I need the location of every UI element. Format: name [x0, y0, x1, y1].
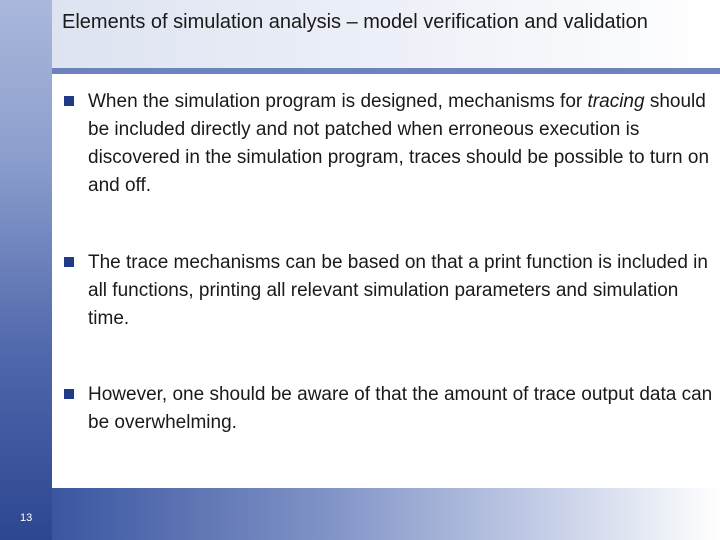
bullet-item-1 — [64, 88, 714, 200]
bullet-text-2: The trace mechanisms can be based on that a print function is included in all functions, printing all relevant simulation parameters and simulation time. — [88, 252, 708, 329]
square-bullet-icon — [64, 96, 74, 106]
slide-title: Elements of simulation analysis – model verification and validation — [62, 11, 648, 33]
bullet-item-3 — [64, 381, 714, 437]
bullet-text-1-part-a: When the simulation program is designed, mechanisms for — [88, 91, 588, 112]
title-divider — [52, 68, 720, 74]
bottom-gradient-band — [52, 488, 720, 540]
bullet-item-2 — [64, 249, 714, 333]
bullet-text-1 — [88, 88, 714, 200]
square-bullet-icon — [64, 389, 74, 399]
square-bullet-icon — [64, 257, 74, 267]
bullet-text-1-part-b: should be included directly and not patched when erroneous execution is discovered in the simulation program, traces should be possible to turn on and off. — [88, 91, 710, 196]
bullet-text-3: However, one should be aware of that the amount of trace output data can be overwhelming. — [88, 384, 713, 433]
left-accent-bar — [0, 0, 52, 540]
page-number: 13 — [20, 512, 33, 524]
bullet-text-1-emphasis: tracing — [587, 91, 645, 112]
